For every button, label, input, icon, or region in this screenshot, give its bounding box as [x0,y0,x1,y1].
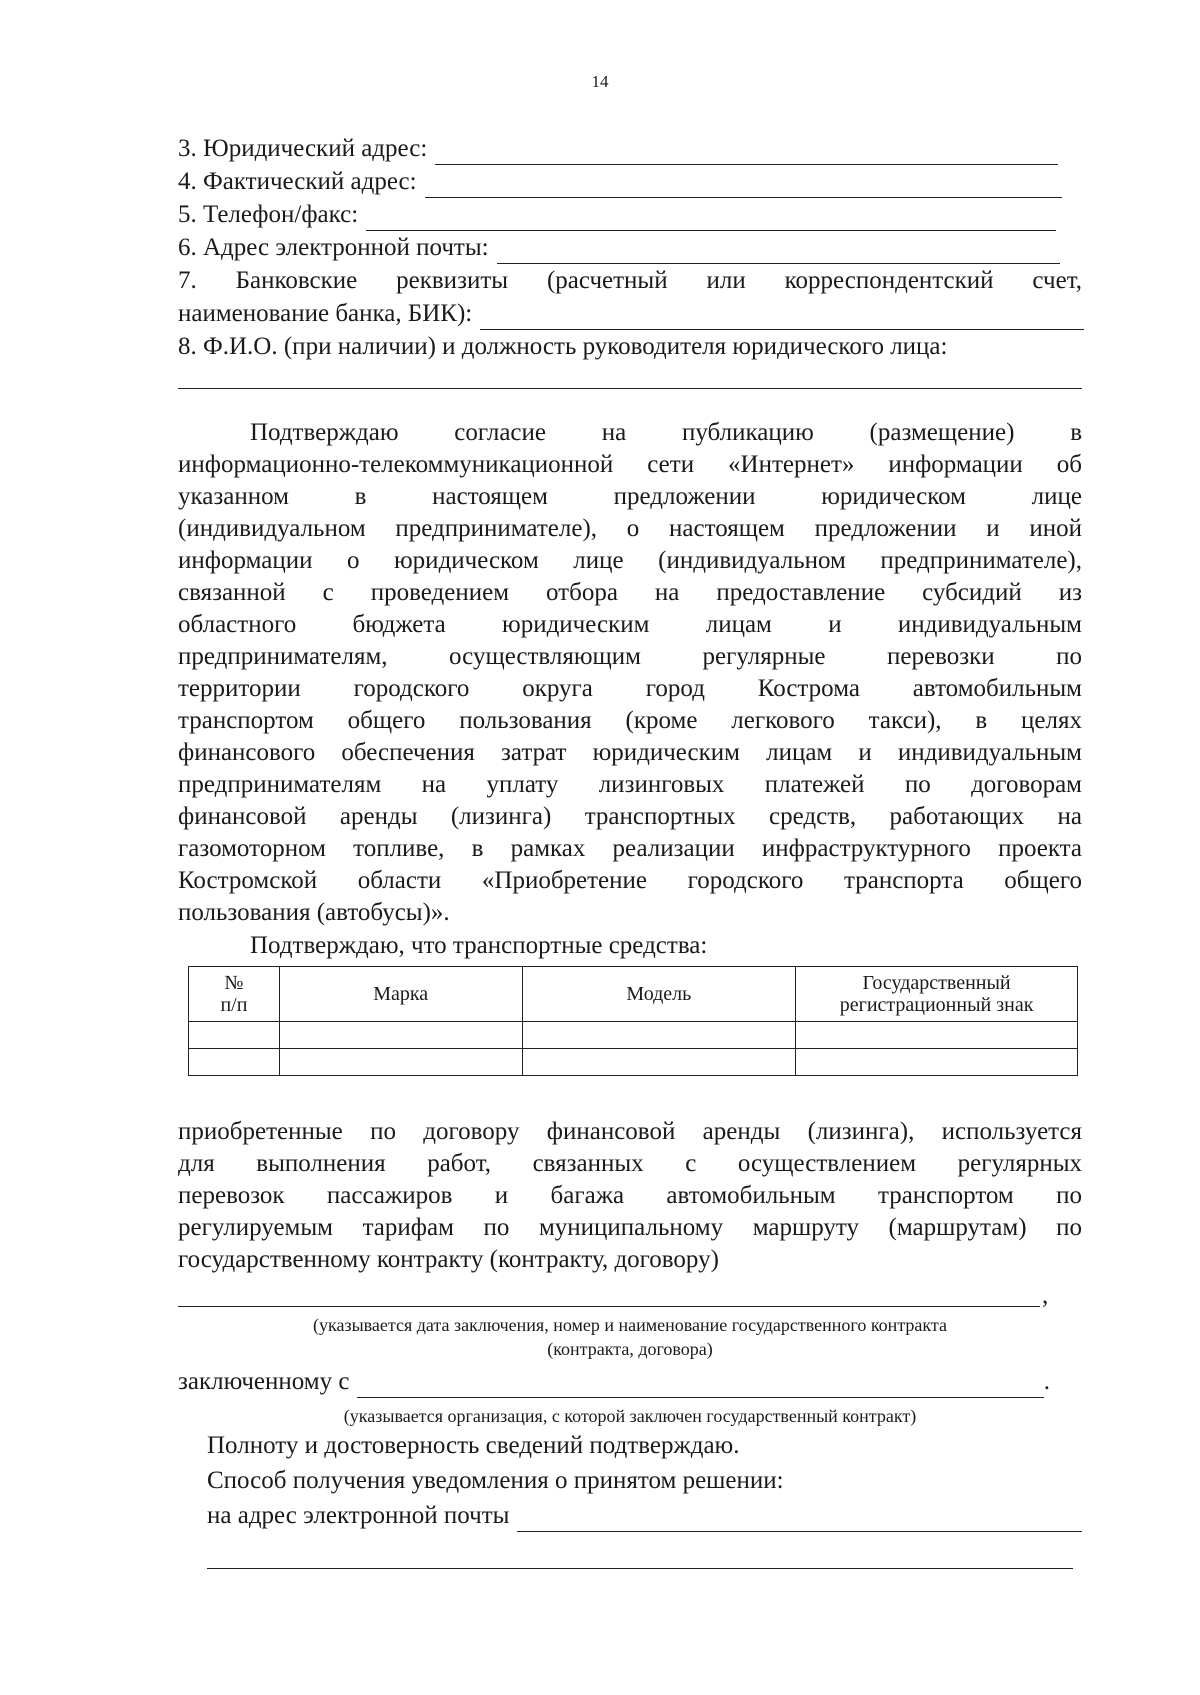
email-address-blank[interactable] [497,241,1060,264]
concluded-with-label: заключенному с [178,1368,350,1395]
consent-line: предпринимателям, осуществляющим регулярные перевозки по [178,643,1082,670]
usage-line: для выполнения работ, связанных с осуществлением регулярных [178,1150,1082,1177]
contract-note-line-2: (контракта, договора) [547,1339,713,1359]
organization-note: (указывается организация, с которой заключен государственный контракт) [343,1406,917,1426]
contract-blank[interactable] [178,1306,1040,1307]
phone-fax-label: 5. Телефон/факс: [178,201,359,228]
bank-details-field [178,298,1084,330]
table-row [189,1049,1078,1076]
header-reg-plate [796,967,1078,1022]
actual-address-blank[interactable] [425,175,1062,198]
email-address-label: 6. Адрес электронной почты: [178,234,489,261]
consent-line: финансовой аренды (лизинга) транспортных средств, работающих на [178,803,1082,830]
usage-line: регулируемым тарифам по муниципальному маршруту (маршрутам) по [178,1214,1082,1241]
consent-line: связанной с проведением отбора на предоставление субсидий из [178,579,1082,606]
table-header-row [189,967,1078,1022]
concluded-with-blank[interactable] [357,1375,1043,1398]
consent-line: предпринимателям на уплату лизинговых платежей по договорам [178,771,1082,798]
header-number-sign: № [224,972,244,994]
table-row [189,1022,1078,1049]
consent-line: областного бюджета юридическим лицам и индивидуальным [178,611,1082,638]
table-cell[interactable] [279,1022,522,1049]
consent-line: указанном в настоящем предложении юридическом лице [178,483,1082,510]
contract-comma: , [1042,1282,1049,1309]
concluded-period: . [1043,1368,1050,1395]
phone-fax-field [178,199,1056,231]
actual-address-field [178,166,1062,198]
email-notify-field [207,1500,1082,1532]
table-cell[interactable] [522,1022,796,1049]
actual-address-label: 4. Фактический адрес: [178,168,417,195]
confirm-text: Полноту и достоверность сведений подтверждаю. [207,1432,740,1459]
legal-address-blank[interactable] [435,142,1058,165]
usage-line: приобретенные по договору финансовой аренды (лизинга), используется [178,1118,1082,1145]
bank-details-line-1: 7. Банковские реквизиты (расчетный или корреспондентский счет, [178,267,1082,294]
page-number: 14 [591,72,609,91]
consent-line: информационно-телекоммуникационной сети «Интернет» информации об [178,451,1082,478]
director-fio-label: 8. Ф.И.О. (при наличии) и должность руководителя юридического лица: [178,333,948,360]
legal-address-label: 3. Юридический адрес: [178,135,428,162]
email-notify-blank-2[interactable] [207,1568,1073,1569]
usage-line: перевозок пассажиров и багажа автомобильным транспортом по [178,1182,1082,1209]
consent-line: информации о юридическом лице (индивидуальном предпринимателе), [178,547,1082,574]
consent-line: Костромской области «Приобретение городского транспорта общего [178,867,1082,894]
table-cell[interactable] [796,1022,1078,1049]
email-address-field [178,232,1060,264]
consent-line: (индивидуальном предпринимателе), о настоящем предложении и иной [178,515,1082,542]
legal-address-field [178,133,1058,165]
consent-line: финансового обеспечения затрат юридическим лицам и индивидуальным [178,739,1082,766]
header-reg-plate-line-2: регистрационный знак [839,994,1034,1016]
consent-line: транспортом общего пользования (кроме легкового такси), в целях [178,707,1082,734]
concluded-with-field [178,1366,1050,1398]
table-cell[interactable] [189,1049,280,1076]
director-fio-blank[interactable] [178,388,1082,389]
phone-fax-blank[interactable] [366,208,1056,231]
table-cell[interactable] [522,1049,796,1076]
email-notify-label: на адрес электронной почты [207,1502,510,1529]
consent-line: территории городского округа город Кострома автомобильным [178,675,1082,702]
vehicles-intro: Подтверждаю, что транспортные средства: [250,932,708,959]
notify-method-text: Способ получения уведомления о принятом решении: [207,1467,784,1494]
consent-line: газомоторном топливе, в рамках реализации инфраструктурного проекта [178,835,1082,862]
table-cell[interactable] [796,1049,1078,1076]
header-number-pp: п/п [220,994,248,1016]
usage-line: государственному контракту (контракту, договору) [178,1246,719,1273]
bank-details-label: наименование банка, БИК): [178,300,473,327]
header-reg-plate-line-1: Государственный [862,972,1011,994]
email-notify-blank[interactable] [517,1509,1082,1532]
vehicles-table [188,966,1078,1076]
consent-line: пользования (автобусы)». [178,899,450,926]
contract-note-line-1: (указывается дата заключения, номер и наименование государственного контракта [313,1315,947,1335]
bank-details-blank[interactable] [480,307,1084,330]
consent-line: Подтверждаю согласие на публикацию (размещение) в [250,419,1082,446]
header-number [189,967,280,1022]
table-cell[interactable] [189,1022,280,1049]
table-cell[interactable] [279,1049,522,1076]
header-model: Модель [522,967,796,1022]
header-brand: Марка [279,967,522,1022]
